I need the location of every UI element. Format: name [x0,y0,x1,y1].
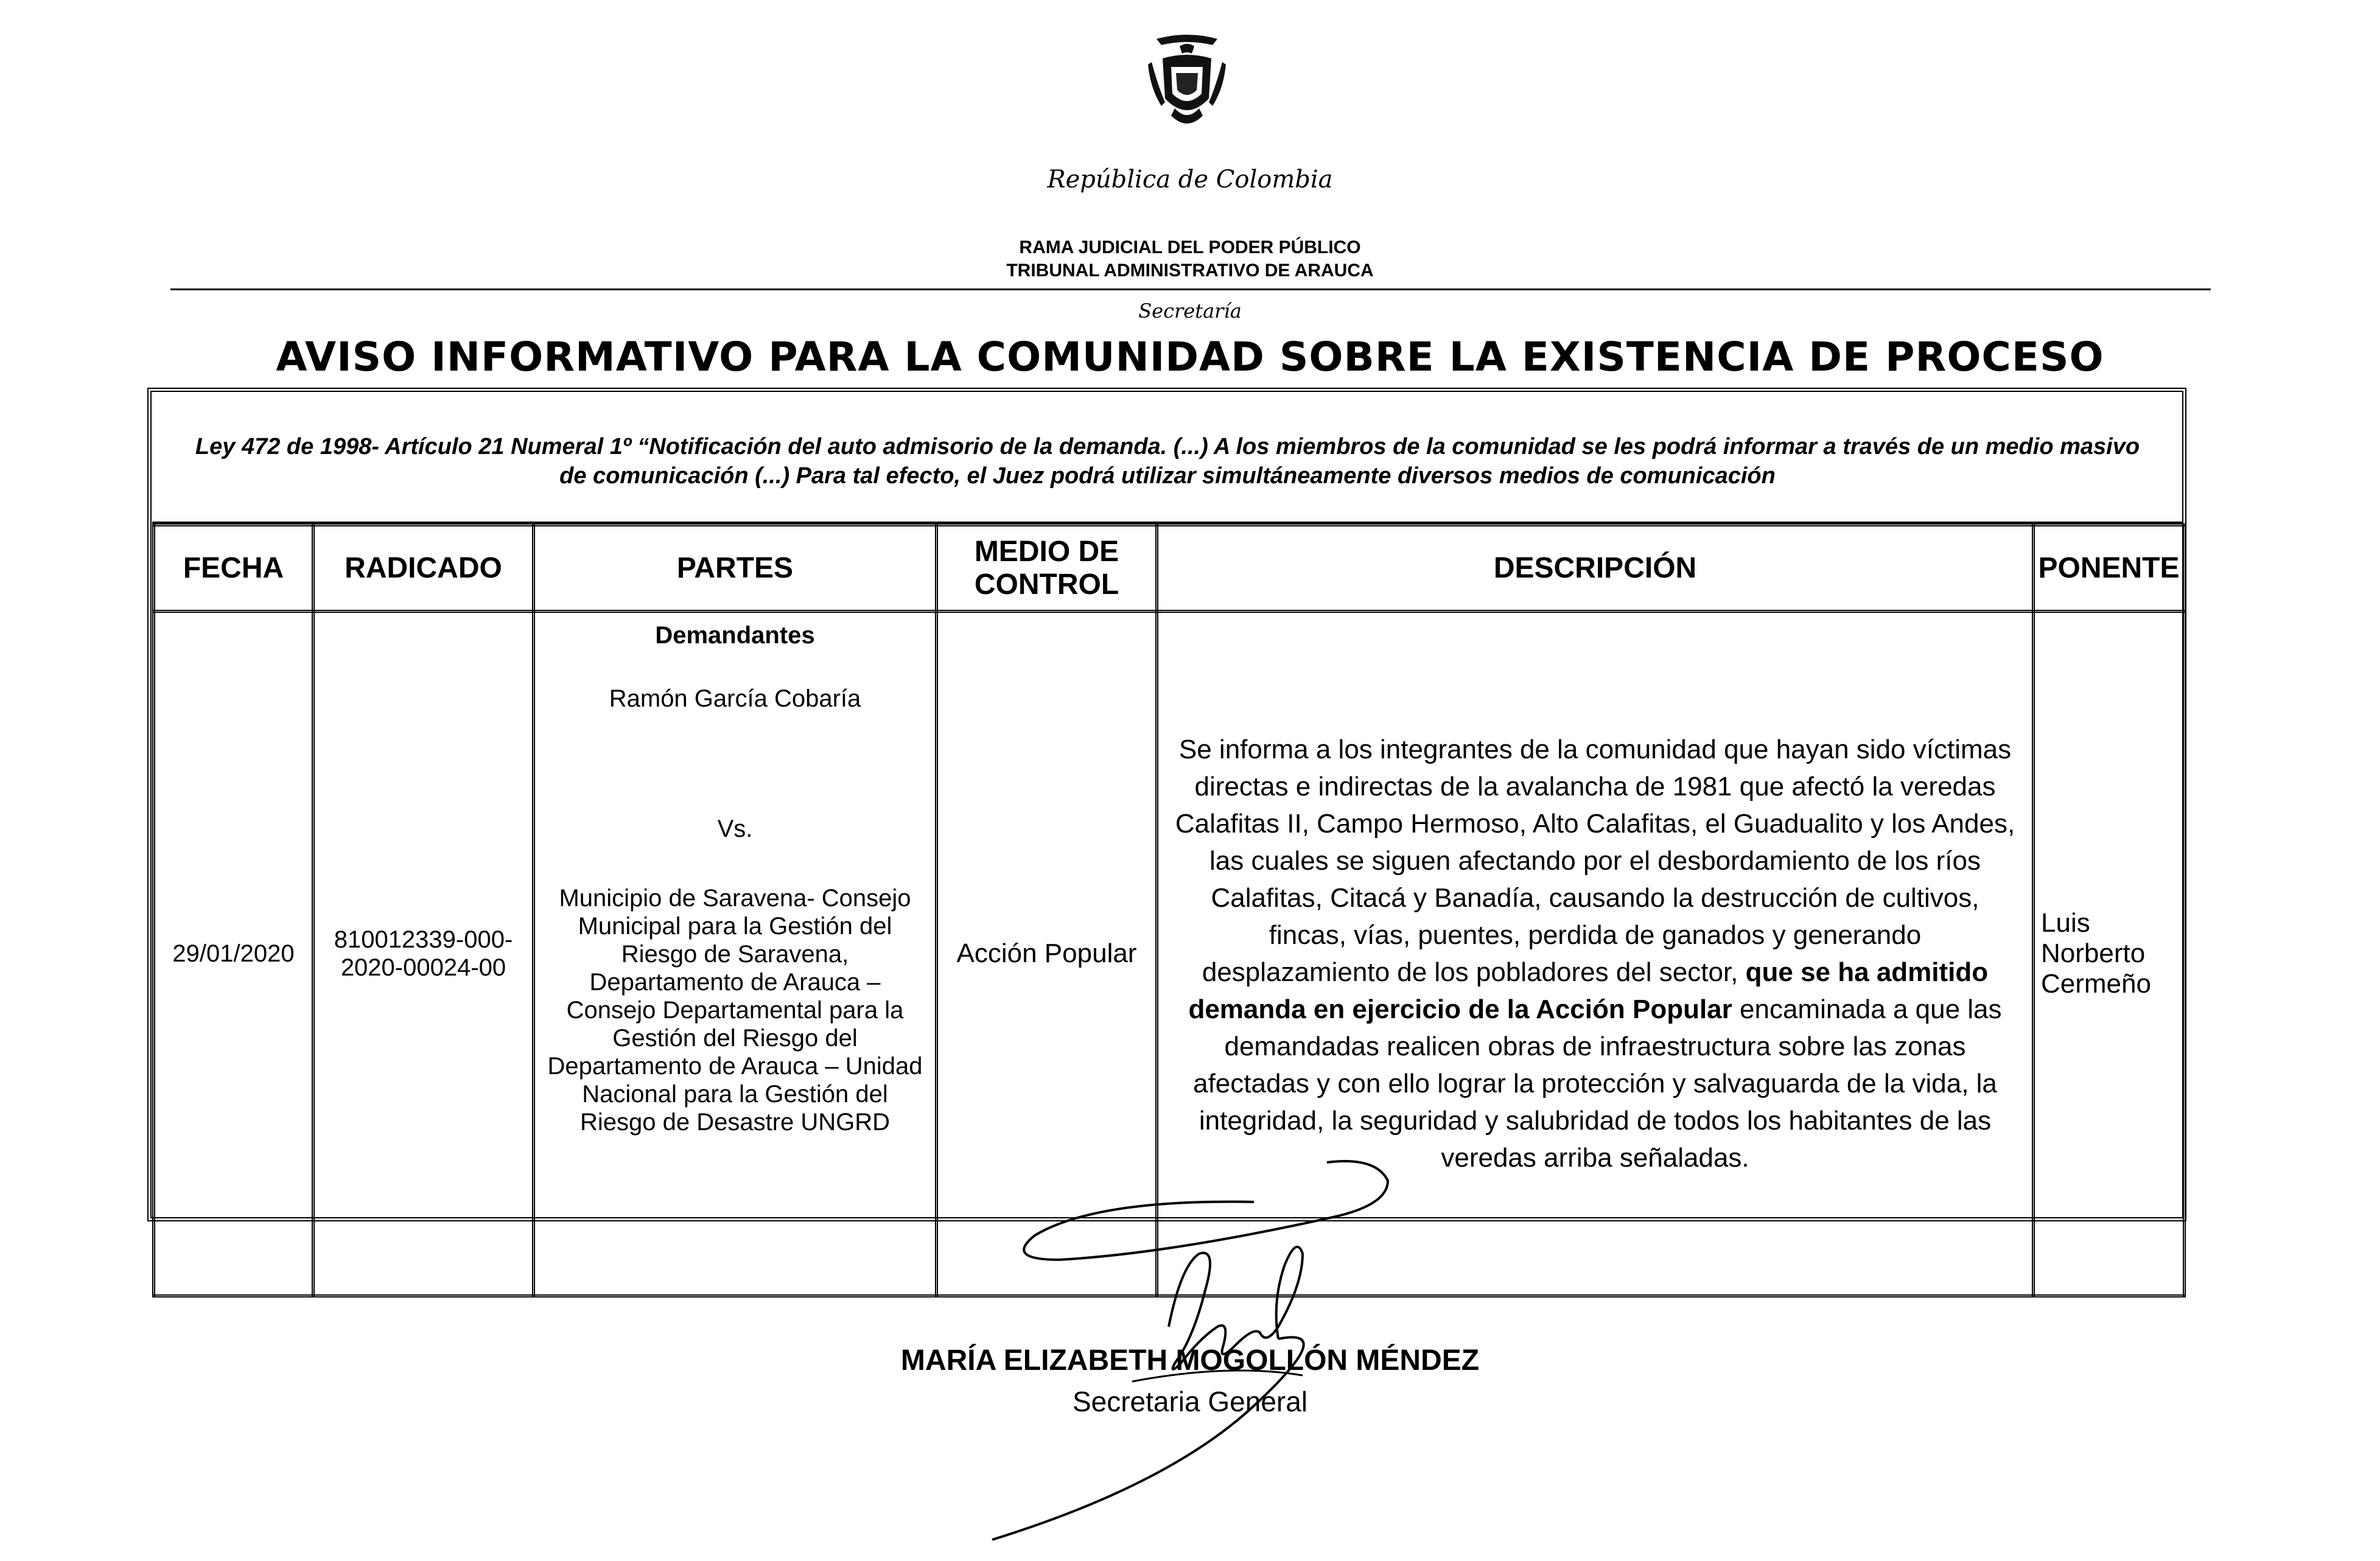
signer-role: Secretaria General [1072,1386,1308,1417]
partes-demandados: Municipio de Saravena- Consejo Municipal para la Gestión del Riesgo de Saravena, Departamento de Arauca – Consejo Departamental para la Gestión del Riesgo del Departamento de Arauca – Unidad Nacional para la Gestión del Riesgo de Desastre UNGRD [547,885,923,1136]
column-header-fecha: FECHA [154,525,313,612]
tribunal-label: TRIBUNAL ADMINISTRATIVO DE ARAUCA [1006,260,1374,281]
coat-of-arms-icon [1144,30,1230,134]
partes-demandantes-heading: Demandantes [655,622,815,649]
partes-versus: Vs. [717,815,753,842]
cell-partes [534,612,937,1296]
signer-name: MARÍA ELIZABETH MOGOLLÓN MÉNDEZ [900,1344,1480,1377]
column-header-partes: PARTES [534,525,937,612]
column-header-medio-de-control: MEDIO DE CONTROL [937,525,1157,612]
header-divider [170,288,2211,290]
document-title: AVISO INFORMATIVO PARA LA COMUNIDAD SOBRE LA EXISTENCIA DE PROCESO [276,334,2104,380]
rama-judicial-label: RAMA JUDICIAL DEL PODER PÚBLICO [1019,237,1361,257]
cell-medio-de-control: Acción Popular [937,612,1157,1296]
republica-de-colombia-heading: República de Colombia [1047,166,1333,194]
descripcion-part-2: encaminada a que las demandadas realicen obras de infraestructura sobre las zonas afectadas y con ello lograr la protección y salvaguarda de la vida, la integridad, la seguridad y salubridad de todos los habitantes de las veredas arriba señaladas. [1193,994,2002,1173]
descripcion-part-1: Se informa a los integrantes de la comunidad que hayan sido víctimas directas e indirectas de la avalancha de 1981 que afectó la veredas Calafitas II, Campo Hermoso, Alto Calafitas, el Guadualito y los Andes, las cuales se siguen afectando por el desbordamiento de los ríos Calafitas, Citacá y Banadía, causando la destrucción de cultivos, fincas, vías, puentes, perdida de ganados y generando desplazamiento de los pobladores del sector, [1175,735,2015,987]
law-note-box [152,389,2183,525]
secretaria-label: Secretaría [1138,299,1242,323]
descripcion-bold-part: que se ha admitido demanda en ejercicio de la Acción Popular [1188,957,1989,1024]
law-note-text: Ley 472 de 1998- Artículo 21 Numeral 1º “Notificación del auto admisorio de la demanda. (...) A los miembros de la comunidad se les podrá informar a través de un medio masivo de comunicación (...) Para tal efecto, el Juez podrá utilizar simultáneamente diversos medios de comunicación [195,434,2140,489]
partes-demandante: Ramón García Cobaría [609,685,861,712]
handwritten-signature-icon [913,1144,1461,1558]
descripcion-text [1158,731,2032,1176]
table-header-row [154,525,2185,612]
cell-ponente: Luis Norberto Cermeño [2034,612,2185,1296]
cell-radicado: 810012339-000-2020-00024-00 [313,612,534,1296]
column-header-descripcion: DESCRIPCIÓN [1157,525,2034,612]
institution-heading [0,236,2380,282]
column-header-ponente: PONENTE [2034,525,2185,612]
cell-fecha: 29/01/2020 [154,612,313,1296]
column-header-radicado: RADICADO [313,525,534,612]
